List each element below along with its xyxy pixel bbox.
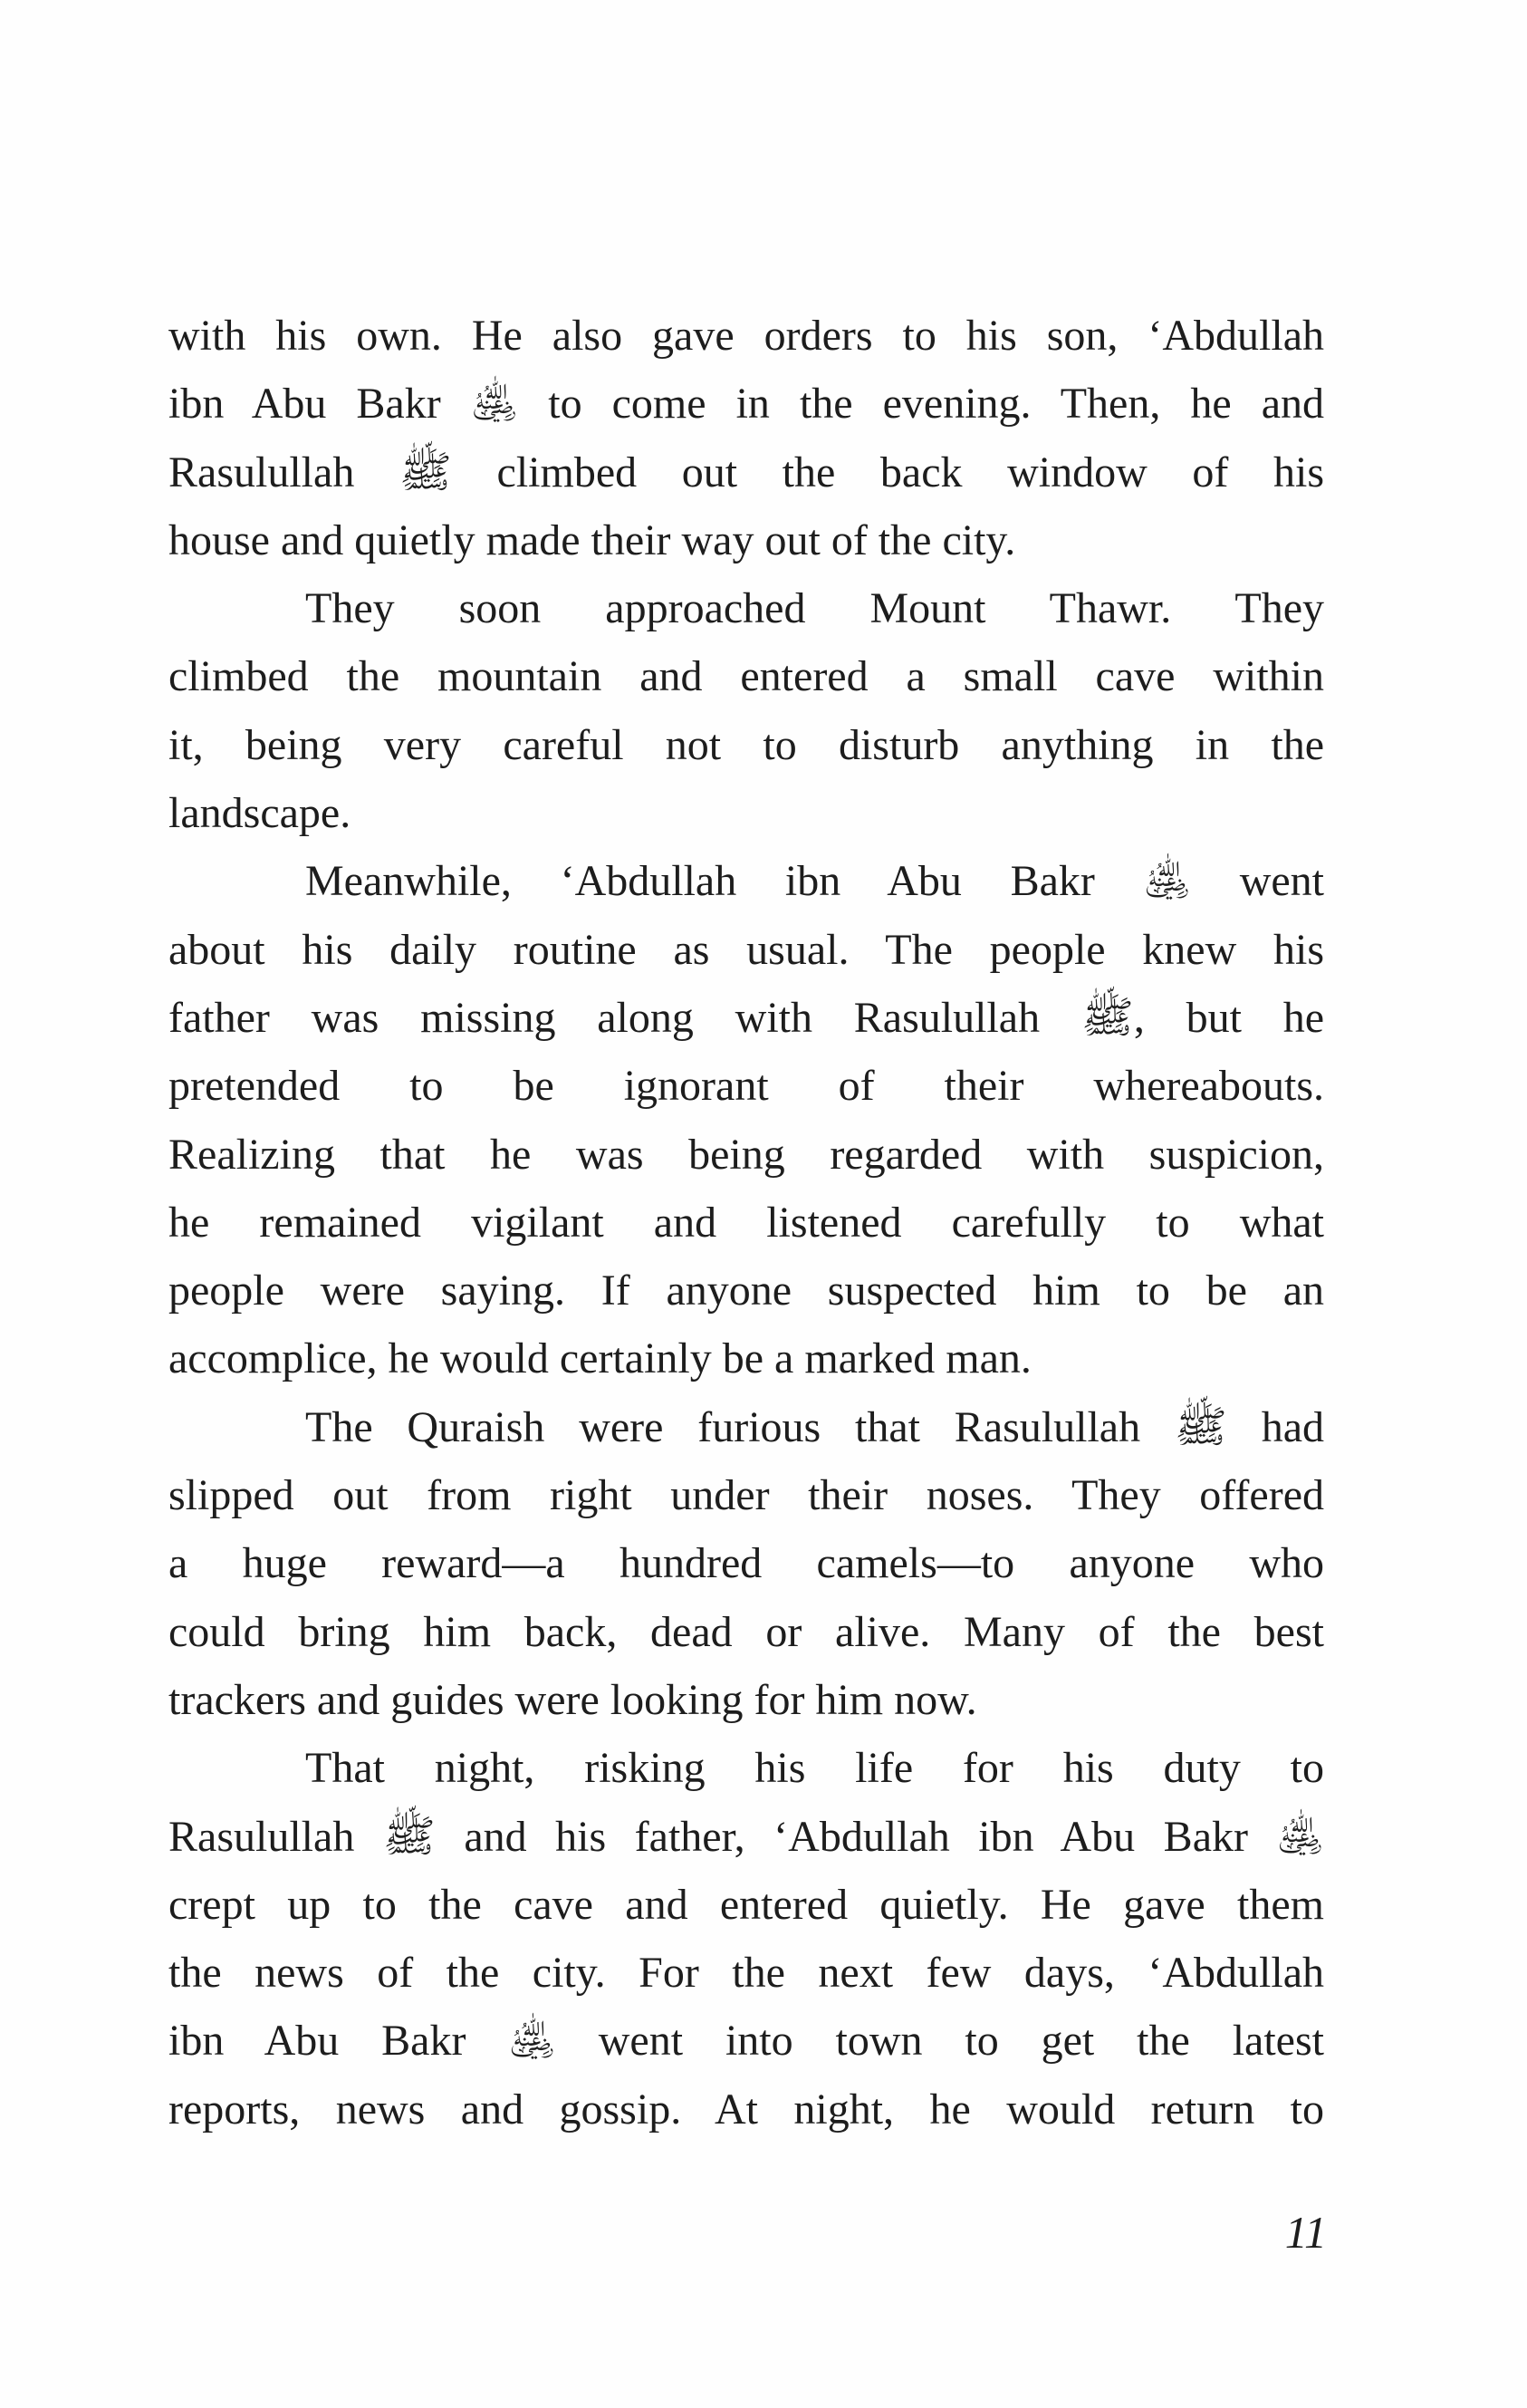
text-line: crept up to the cave and entered quietly. He gave them xyxy=(168,1880,1324,1929)
text-line: with his own. He also gave orders to his son, ‘Abdullah xyxy=(168,312,1324,360)
text-line: ibn Abu Bakr ﵁ went into town to get the latest xyxy=(168,2017,1324,2066)
text-line: Rasulullah ﷺ and his father, ‘Abdullah ibn Abu Bakr ﵁ xyxy=(168,1812,1325,1861)
text-line: could bring him back, dead or alive. Many of the best xyxy=(168,1607,1324,1656)
text-line: the news of the city. For the next few days, ‘Abdullah xyxy=(168,1949,1324,1998)
text-line: landscape. xyxy=(168,789,351,838)
text-line: Realizing that he was being regarded with suspicion, xyxy=(168,1130,1324,1179)
text-line: trackers and guides were looking for him now. xyxy=(168,1675,977,1724)
body-text xyxy=(168,302,1324,2143)
text-line: They soon approached Mount Thawr. They xyxy=(305,584,1324,633)
text-line: it, being very careful not to disturb anything in the xyxy=(168,720,1324,769)
text-line: father was missing along with Rasulullah ﷺ, but he xyxy=(168,993,1325,1042)
text-line: climbed the mountain and entered a small cave within xyxy=(168,652,1324,701)
text-line: about his daily routine as usual. The people knew his xyxy=(168,925,1324,974)
text-line: a huge reward—a hundred camels—to anyone who xyxy=(168,1539,1324,1588)
page-number: 11 xyxy=(1284,2207,1327,2258)
text-line: The Quraish were furious that Rasulullah ﷺ had xyxy=(305,1402,1324,1451)
text-line: pretended to be ignorant of their whereabouts. xyxy=(168,1062,1324,1111)
text-line: he remained vigilant and listened carefully to what xyxy=(168,1198,1324,1247)
text-line: house and quietly made their way out of the city. xyxy=(168,515,1016,564)
text-line: accomplice, he would certainly be a marked man. xyxy=(168,1334,1032,1383)
text-line: people were saying. If anyone suspected him to be an xyxy=(168,1267,1324,1315)
text-line: That night, risking his life for his duty to xyxy=(305,1744,1324,1793)
text-line: slipped out from right under their noses. They offered xyxy=(168,1471,1324,1520)
text-line: Meanwhile, ‘Abdullah ibn Abu Bakr ﵁ went xyxy=(305,857,1324,906)
text-line: Rasulullah ﷺ climbed out the back window of his xyxy=(168,448,1324,496)
text-line: reports, news and gossip. At night, he would return to xyxy=(168,2085,1324,2133)
text-line: ibn Abu Bakr ﵁ to come in the evening. Then, he and xyxy=(168,380,1324,429)
